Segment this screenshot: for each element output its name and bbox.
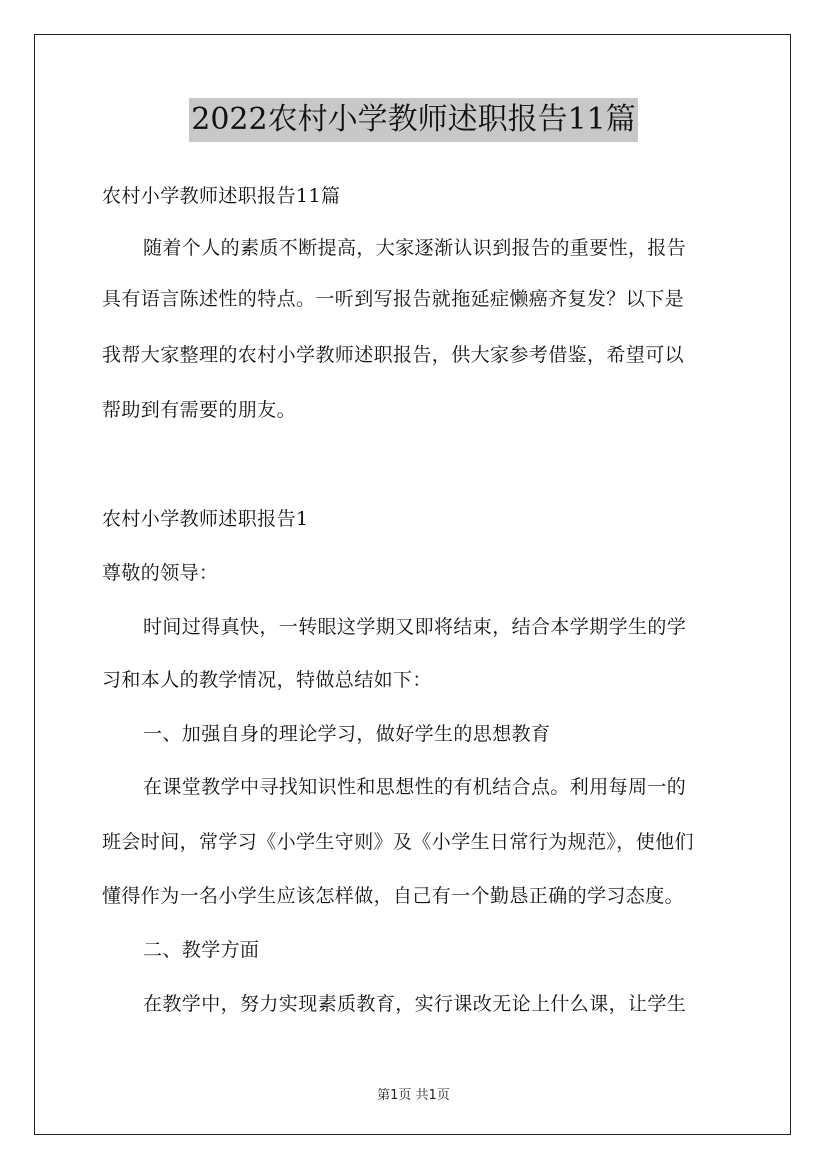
section-heading: 二、教学方面	[143, 939, 260, 961]
paragraph-line: 懂得作为一名小学生应该怎样做，自己有一个勤恳正确的学习态度。	[102, 885, 685, 907]
section-heading: 一、加强自身的理论学习，做好学生的思想教育	[143, 723, 551, 745]
document-title: 2022农村小学教师述职报告11篇	[189, 98, 638, 142]
section-title: 农村小学教师述职报告1	[102, 508, 309, 530]
paragraph-line: 习和本人的教学情况，特做总结如下：	[102, 669, 432, 691]
paragraph-line: 时间过得真快，一转眼这学期又即将结束，结合本学期学生的学	[143, 616, 687, 638]
intro-line: 帮助到有需要的朋友。	[102, 399, 297, 421]
document-subtitle: 农村小学教师述职报告11篇	[102, 185, 341, 207]
salutation: 尊敬的领导：	[102, 562, 219, 584]
intro-line: 我帮大家整理的农村小学教师述职报告，供大家参考借鉴，希望可以	[102, 344, 685, 366]
title-container	[0, 98, 827, 142]
paragraph-line: 在教学中，努力实现素质教育，实行课改无论上什么课，让学生	[143, 993, 687, 1015]
intro-line: 随着个人的素质不断提高，大家逐渐认识到报告的重要性，报告	[143, 237, 687, 259]
paragraph-line: 班会时间，常学习《小学生守则》及《小学生日常行为规范》，使他们	[102, 831, 694, 853]
page-footer: 第1页 共1页	[377, 1088, 450, 1103]
paragraph-line: 在课堂教学中寻找知识性和思想性的有机结合点。利用每周一的	[143, 776, 687, 798]
intro-line: 具有语言陈述性的特点。一听到写报告就拖延症懒癌齐复发？以下是	[102, 288, 685, 310]
